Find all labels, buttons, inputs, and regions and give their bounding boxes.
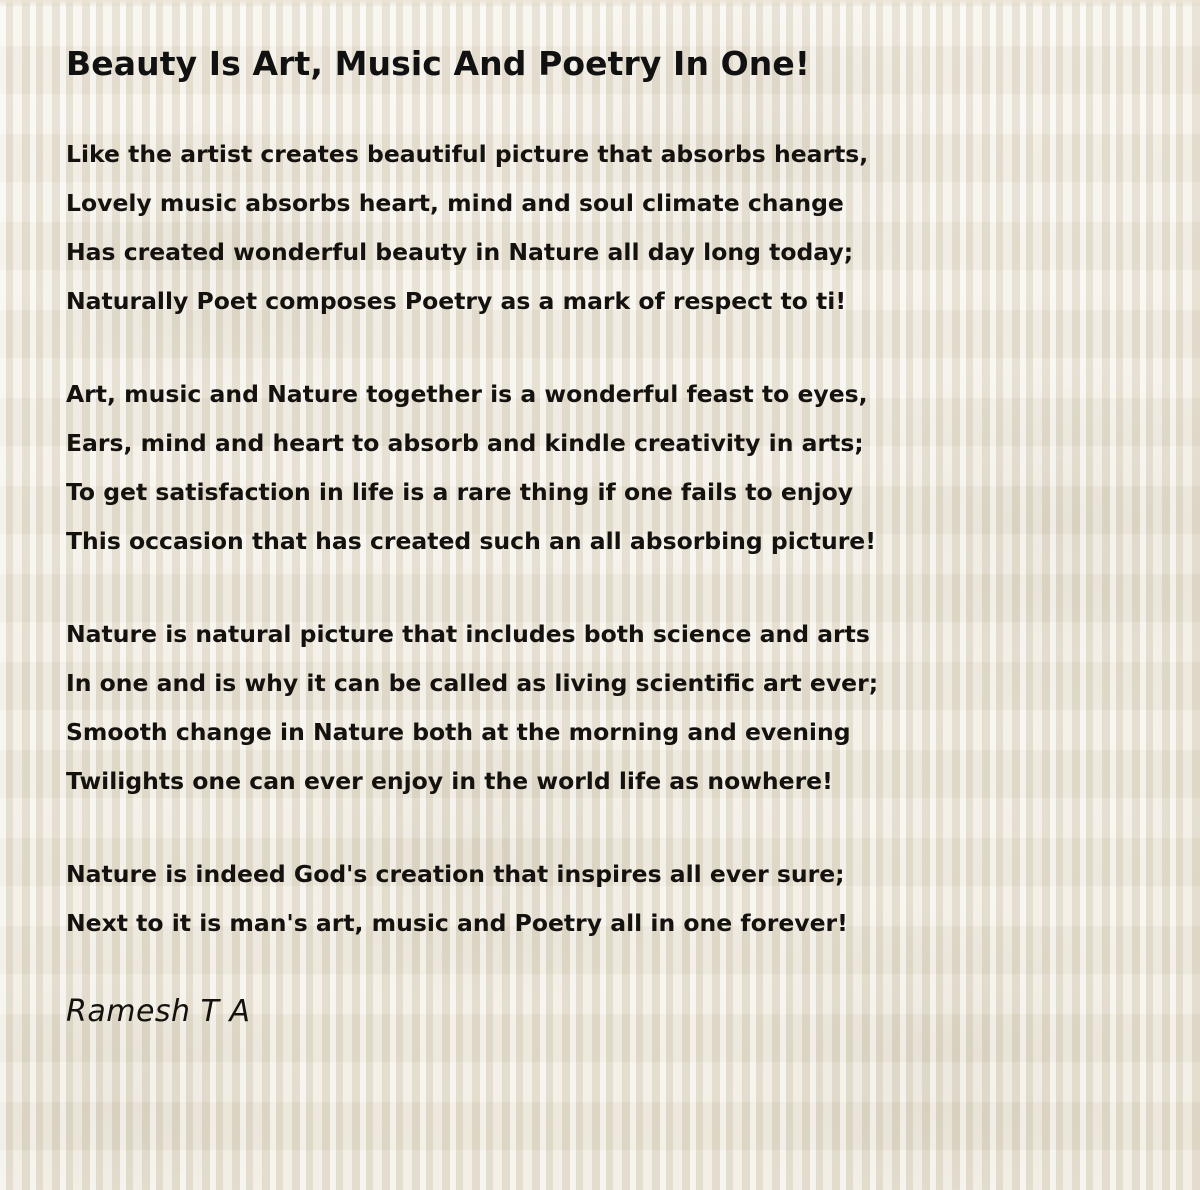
page-top-edge bbox=[0, 0, 1200, 6]
poem-line: Naturally Poet composes Poetry as a mark of respect to ti! bbox=[66, 286, 847, 315]
poem-line: In one and is why it can be called as living scientific art ever; bbox=[66, 668, 879, 697]
poem-stanza-3 bbox=[66, 610, 1130, 806]
poem-line: This occasion that has created such an all absorbing picture! bbox=[66, 526, 876, 555]
poem-content bbox=[66, 44, 1130, 1029]
poem-line: Lovely music absorbs heart, mind and soul climate change bbox=[66, 188, 844, 217]
poem-line: Nature is indeed God's creation that inspires all ever sure; bbox=[66, 859, 845, 888]
poem-line: To get satisfaction in life is a rare thing if one fails to enjoy bbox=[66, 477, 854, 506]
poem-line: Twilights one can ever enjoy in the world life as nowhere! bbox=[66, 766, 833, 795]
poem-author: Ramesh T A bbox=[66, 993, 251, 1029]
poem-line: Ears, mind and heart to absorb and kindle creativity in arts; bbox=[66, 428, 864, 457]
poem-stanza-1 bbox=[66, 130, 1130, 326]
poem-line: Next to it is man's art, music and Poetry all in one forever! bbox=[66, 908, 848, 937]
page-title: Beauty Is Art, Music And Poetry In One! bbox=[66, 44, 810, 83]
poem-line: Has created wonderful beauty in Nature all day long today; bbox=[66, 237, 854, 266]
poem-line: Nature is natural picture that includes both science and arts bbox=[66, 619, 870, 648]
poem-stanza-2 bbox=[66, 370, 1130, 566]
poem-line: Like the artist creates beautiful picture that absorbs hearts, bbox=[66, 139, 869, 168]
poem-line: Art, music and Nature together is a wonderful feast to eyes, bbox=[66, 379, 868, 408]
poem-stanza-4 bbox=[66, 850, 1130, 948]
poem-line: Smooth change in Nature both at the morning and evening bbox=[66, 717, 851, 746]
